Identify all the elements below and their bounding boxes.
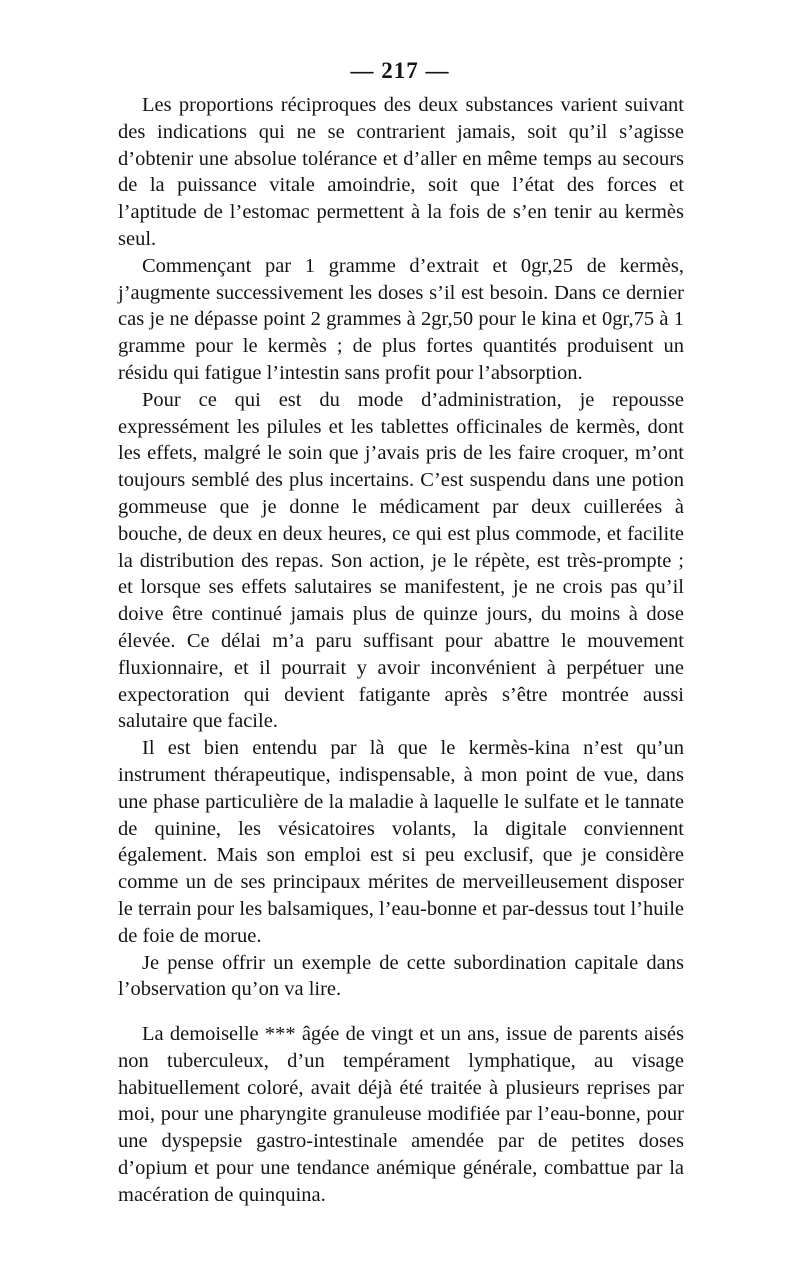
paragraph-administration: Pour ce qui est du mode d’administration, je repousse expressément les pilules et les tablettes officinales de kermès, dont les effets, malgré le soin que j’avais pris de les faire croquer, m’ont toujours semblé des plus incertains. C’est suspendu dans une potion gommeuse que je donne le médicament par deux cuillerées à bouche, de deux en deux heures, ce qui est plus commode, et facilite la distribution des repas. Son action, je le répète, est très-prompte ; et lorsque ses effets salutaires se manifestent, je ne crois pas qu’il doive être continué jamais plus de quinze jours, du moins à dose élevée. Ce délai m’a paru suffisant pour abattre le mouvement fluxionnaire, et il pourrait y avoir inconvénient à perpétuer une expectoration qui devient fatigante après s’être montrée aussi salutaire que facile.	[118, 388, 684, 733]
paragraph-instrument: Il est bien entendu par là que le kermès-kina n’est qu’un instrument thérapeutique, indispensable, à mon point de vue, dans une phase particulière de la maladie à laquelle le sulfate et le tannate de quinine, les vésicatoires volants, la digitale conviennent également. Mais son emploi est si peu exclusif, que je considère comme un de ses principaux mérites de merveilleusement disposer le terrain pour les balsamiques, l’eau-bonne et par-dessus tout l’huile de foie de morue.	[118, 737, 684, 947]
page-number: — 217 —	[350, 58, 450, 83]
paragraph-proportions: Les proportions réciproques des deux substances varient suivant des indications qui ne se contrarient jamais, soit qu’il s’agisse d’obtenir une absolue tolérance et d’aller en même temps au secours de la puissance vitale amoindrie, soit que l’état des forces et l’aptitude de l’estomac permettent à la fois de s’en tenir au kermès seul.	[118, 94, 684, 250]
paragraph-observation: La demoiselle *** âgée de vingt et un ans, issue de parents aisés non tuberculeux, d’un tempérament lymphatique, au visage habituellement coloré, avait déjà été traitée à plusieurs reprises par moi, pour une pharyngite granuleuse modifiée par l’eau-bonne, pour une dyspepsie gastro-intestinale amendée par de petites doses d’opium et pour une tendance anémique générale, combattue par la macération de quinquina.	[118, 1023, 684, 1206]
paragraph-example-intro: Je pense offrir un exemple de cette subordination capitale dans l’observation qu’on va lire.	[118, 951, 684, 1001]
body-text	[118, 92, 684, 1209]
paragraph-dosage: Commençant par 1 gramme d’extrait et 0gr,25 de kermès, j’augmente successivement les doses s’il est besoin. Dans ce dernier cas je ne dépasse point 2 grammes à 2gr,50 pour le kina et 0gr,75 à 1 gramme pour le kermès ; de plus fortes quantités produisent un résidu qui fatigue l’intestin sans profit pour l’absorption.	[118, 254, 684, 384]
